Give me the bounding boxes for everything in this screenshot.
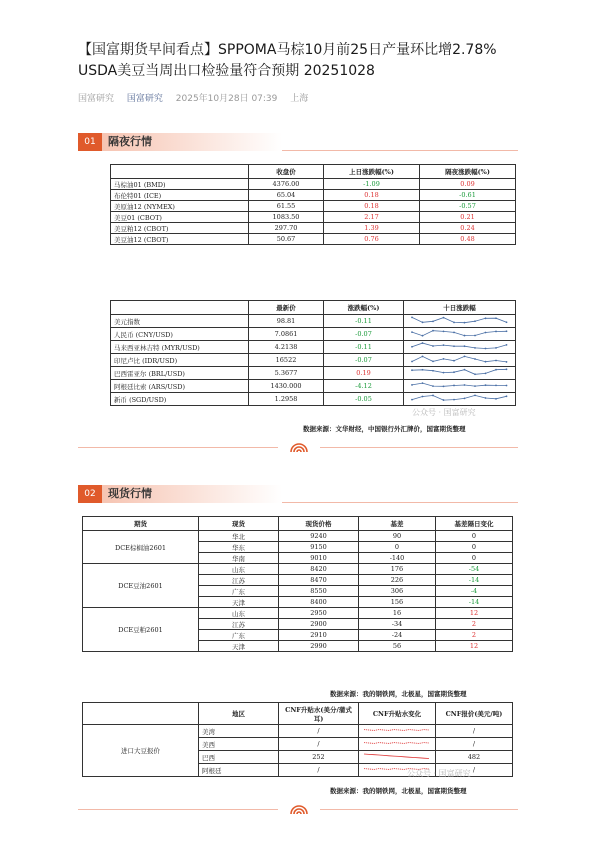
table-cell: 65.04 (249, 190, 324, 201)
import-soybean-table (82, 702, 513, 777)
sparkline-line (412, 343, 507, 348)
table-cell: -0.07 (324, 354, 404, 367)
table-cell: 新币 (SGD/USD) (111, 393, 249, 406)
table-cell: 90 (359, 531, 436, 542)
sparkline-point (484, 332, 486, 334)
section-label: 隔夜行情 (108, 135, 152, 148)
column-header: 涨跌幅(%) (324, 301, 404, 315)
table-header-row (111, 301, 516, 315)
sparkline-point (463, 398, 465, 400)
table-cell: 0 (359, 542, 436, 553)
sparkline-line (364, 743, 429, 744)
table-cell: 2 (436, 630, 513, 641)
column-header: 期货 (83, 517, 199, 531)
table-cell: -0.11 (324, 315, 404, 328)
table-header-row (83, 517, 513, 531)
table-cell: 0.19 (324, 367, 404, 380)
table-cell: 2 (436, 619, 513, 630)
sparkline-point (442, 399, 444, 401)
spot-basis-table (82, 516, 513, 652)
sparkline-point (474, 347, 476, 349)
table-cell: 山东 (199, 608, 279, 619)
article-title: 【国富期货早间看点】SPPOMA马棕10月前25日产量环比增2.78% USDA美豆当周出口检验量符合预期 20251028 (78, 42, 497, 79)
fx-source-note: 数据来源：文华财经，中国银行外汇牌价，国富期货整理 (303, 425, 466, 433)
table-row (111, 201, 516, 212)
sparkline-point (505, 330, 507, 332)
table-cell: 0.21 (420, 212, 516, 223)
fx-table (110, 300, 516, 406)
group-label: DCE豆粕2601 (83, 608, 199, 652)
column-header: CNF报价(美元/吨) (436, 703, 513, 725)
sparkline-point (432, 320, 434, 322)
table-cell: 8400 (279, 597, 359, 608)
table-cell: 江苏 (199, 619, 279, 630)
sparkline-point (495, 398, 497, 400)
sparkline-point (505, 368, 507, 370)
column-header: 现货 (199, 517, 279, 531)
table-cell: -0.61 (420, 190, 516, 201)
column-header: 上日涨跌幅(%) (324, 165, 420, 179)
table-cell: 2900 (279, 619, 359, 630)
table-cell: 阿根廷比索 (ARS/USD) (111, 380, 249, 393)
sparkline-point (474, 358, 476, 360)
sparkline-point (463, 369, 465, 371)
table-cell: 美湾 (199, 725, 279, 738)
table-row (111, 328, 516, 341)
sparkline-point (453, 360, 455, 362)
sparkline-cell (404, 367, 516, 380)
table-cell: 0 (436, 531, 513, 542)
table-cell: 56 (359, 641, 436, 652)
column-header: 现货价格 (279, 517, 359, 531)
sparkline (406, 341, 514, 351)
table-row (111, 223, 516, 234)
sparkline (406, 393, 514, 403)
sparkline-point (432, 395, 434, 397)
table-cell: 8550 (279, 586, 359, 597)
table-cell: 0.48 (420, 234, 516, 245)
table-cell: 297.70 (249, 223, 324, 234)
table-cell: 美豆01 (CBOT) (111, 212, 249, 223)
sparkline-cell (404, 380, 516, 393)
watermark: 公众号 · 国富研究 (407, 769, 471, 778)
sparkline-cell (359, 751, 436, 764)
table-cell: 天津 (199, 641, 279, 652)
table-cell: 16 (359, 608, 436, 619)
article-meta (78, 91, 318, 104)
table-cell: 16522 (249, 354, 324, 367)
table-cell: 98.81 (249, 315, 324, 328)
column-header: 基差隔日变化 (436, 517, 513, 531)
table-cell: 0.09 (420, 179, 516, 190)
group-label: DCE豆油2601 (83, 564, 199, 608)
table-cell: 1083.50 (249, 212, 324, 223)
table-cell: 美西 (199, 738, 279, 751)
sparkline-point (505, 361, 507, 363)
table-cell: 252 (279, 751, 359, 764)
sparkline-point (411, 399, 413, 401)
sparkline-point (484, 348, 486, 350)
column-header: 十日涨跌幅 (404, 301, 516, 315)
sparkline-point (421, 369, 423, 371)
table-cell: -4 (436, 586, 513, 597)
sparkline-point (453, 345, 455, 347)
section-number: 02 (78, 485, 102, 503)
sparkline-point (495, 384, 497, 386)
sparkline-point (484, 361, 486, 363)
table-cell: 50.67 (249, 234, 324, 245)
sparkline-point (442, 317, 444, 319)
sparkline (406, 380, 514, 390)
sparkline (360, 751, 434, 761)
table-cell: 美元指数 (111, 315, 249, 328)
account-name-link[interactable]: 国富研究 (126, 94, 163, 104)
group-label: 进口大豆报价 (83, 725, 199, 777)
sparkline-point (421, 342, 423, 344)
table-cell: 1.2958 (249, 393, 324, 406)
table-cell: / (279, 725, 359, 738)
table-cell: 8420 (279, 564, 359, 575)
sparkline-line (412, 383, 507, 386)
table-cell: 306 (359, 586, 436, 597)
table-cell: -24 (359, 630, 436, 641)
table-cell: 华东 (199, 542, 279, 553)
table-row (111, 315, 516, 328)
sparkline-point (505, 321, 507, 323)
table-cell: 9010 (279, 553, 359, 564)
table-cell: 226 (359, 575, 436, 586)
column-header: 最新价 (249, 301, 324, 315)
sparkline-point (463, 335, 465, 337)
table-cell: 江苏 (199, 575, 279, 586)
table-row (111, 212, 516, 223)
sparkline-point (411, 369, 413, 371)
column-header: 隔夜涨跌幅(%) (420, 165, 516, 179)
sparkline-cell (404, 315, 516, 328)
table-row (111, 380, 516, 393)
sparkline-point (463, 345, 465, 347)
column-header (83, 703, 199, 725)
column-header: CNF升贴水变化 (359, 703, 436, 725)
sparkline-cell (404, 393, 516, 406)
section-header-overnight (78, 133, 518, 151)
table-header-row (83, 703, 513, 725)
table-cell: -0.11 (324, 341, 404, 354)
sparkline-line (364, 754, 429, 759)
table-cell: 9150 (279, 542, 359, 553)
sparkline-point (421, 356, 423, 358)
sparkline (406, 367, 514, 377)
table-cell: 印尼卢比 (IDR/USD) (111, 354, 249, 367)
table-cell: -14 (436, 597, 513, 608)
table-row (111, 354, 516, 367)
table-cell: 广东 (199, 630, 279, 641)
group-label: DCE棕榈油2601 (83, 531, 199, 564)
sparkline-point (442, 385, 444, 387)
table-cell: 12 (436, 608, 513, 619)
table-row (83, 531, 513, 542)
sparkline-point (411, 384, 413, 386)
table-cell: -1.09 (324, 179, 420, 190)
sparkline-point (421, 382, 423, 384)
table-cell: 华南 (199, 553, 279, 564)
table-row (111, 393, 516, 406)
table-cell: 2990 (279, 641, 359, 652)
table-cell: 0 (436, 553, 513, 564)
sparkline-point (463, 384, 465, 386)
sparkline-point (442, 344, 444, 346)
sparkline-line (412, 317, 507, 322)
sparkline-point (453, 385, 455, 387)
cloud-ornament-icon (288, 441, 310, 453)
section-number: 01 (78, 133, 102, 151)
sparkline-point (453, 332, 455, 334)
table-cell: 2950 (279, 608, 359, 619)
section-label: 现货行情 (108, 487, 152, 500)
spot-source-note: 数据来源：我的钢铁网，北极星，国富期货整理 (330, 690, 467, 698)
table-cell: 美豆油12 (CBOT) (111, 234, 249, 245)
table-cell: 0.76 (324, 234, 420, 245)
sparkline-line (412, 395, 507, 400)
table-cell: 天津 (199, 597, 279, 608)
sparkline-point (421, 335, 423, 337)
table-cell: / (436, 725, 513, 738)
table-cell: / (436, 738, 513, 751)
sparkline-point (495, 369, 497, 371)
sparkline-point (432, 330, 434, 332)
table-cell: -14 (436, 575, 513, 586)
table-cell: -140 (359, 553, 436, 564)
table-cell: 布伦特01 (ICE) (111, 190, 249, 201)
table-cell: 8470 (279, 575, 359, 586)
column-header (111, 301, 249, 315)
sparkline-point (495, 360, 497, 362)
sparkline-line (364, 730, 429, 731)
table-cell: 华北 (199, 531, 279, 542)
sparkline (406, 315, 514, 325)
table-row (111, 367, 516, 380)
sparkline (406, 354, 514, 364)
table-row (83, 608, 513, 619)
sparkline-cell (404, 341, 516, 354)
table-cell: 美豆粕12 (CBOT) (111, 223, 249, 234)
sparkline-point (421, 396, 423, 398)
table-row (83, 725, 513, 738)
table-cell: 0 (436, 542, 513, 553)
sparkline-point (442, 358, 444, 360)
sparkline-point (432, 360, 434, 362)
table-cell: 0.18 (324, 190, 420, 201)
table-cell: 巴西 (199, 751, 279, 764)
sparkline-cell (359, 738, 436, 751)
column-header (111, 165, 249, 179)
sparkline-line (412, 369, 507, 374)
sparkline-point (474, 385, 476, 387)
sparkline-point (453, 322, 455, 324)
sparkline-point (421, 321, 423, 323)
sparkline-point (505, 395, 507, 397)
table-row (83, 564, 513, 575)
table-cell: 4.2138 (249, 341, 324, 354)
sparkline-point (484, 384, 486, 386)
table-cell: 马棕油01 (BMD) (111, 179, 249, 190)
sparkline-point (453, 371, 455, 373)
table-cell: 美原油12 (NYMEX) (111, 201, 249, 212)
table-cell: -54 (436, 564, 513, 575)
sparkline (360, 738, 434, 748)
sparkline-cell (404, 354, 516, 367)
table-row (111, 179, 516, 190)
table-cell: 5.3677 (249, 367, 324, 380)
sparkline-point (474, 373, 476, 375)
table-row (111, 190, 516, 201)
table-cell: 1.39 (324, 223, 420, 234)
cloud-ornament-icon (288, 803, 310, 815)
table-cell: 马来西亚林吉特 (MYR/USD) (111, 341, 249, 354)
table-cell: / (279, 764, 359, 777)
sparkline-point (463, 355, 465, 357)
sparkline-point (505, 385, 507, 387)
publish-location: 上海 (290, 94, 309, 104)
table-cell: 2910 (279, 630, 359, 641)
table-cell: 巴西雷亚尔 (BRL/USD) (111, 367, 249, 380)
sparkline-point (474, 320, 476, 322)
table-cell: 156 (359, 597, 436, 608)
table-cell: 山东 (199, 564, 279, 575)
sparkline-point (495, 317, 497, 319)
sparkline-point (432, 370, 434, 372)
article-source: 国富研究 (78, 94, 115, 104)
sparkline-point (484, 317, 486, 319)
sparkline-point (411, 331, 413, 333)
sparkline-point (463, 322, 465, 324)
section-header-spot (78, 485, 518, 503)
sparkline-point (432, 385, 434, 387)
table-cell: 176 (359, 564, 436, 575)
table-cell: -34 (359, 619, 436, 630)
column-header: 收盘价 (249, 165, 324, 179)
table-cell: 7.0861 (249, 328, 324, 341)
table-cell: 阿根廷 (199, 764, 279, 777)
section-divider (78, 441, 518, 455)
sparkline (360, 725, 434, 735)
table-cell: 482 (436, 751, 513, 764)
table-cell: 人民币 (CNY/USD) (111, 328, 249, 341)
sparkline-point (495, 331, 497, 333)
sparkline-point (484, 397, 486, 399)
sparkline-point (495, 347, 497, 349)
column-header: 基差 (359, 517, 436, 531)
sparkline-point (453, 399, 455, 401)
table-cell: -4.12 (324, 380, 404, 393)
table-cell: -0.05 (324, 393, 404, 406)
sparkline-point (474, 335, 476, 337)
column-header: 地区 (199, 703, 279, 725)
sparkline-cell (404, 328, 516, 341)
watermark: 公众号 · 国富研究 (412, 408, 476, 417)
table-cell: 9240 (279, 531, 359, 542)
sparkline-point (442, 372, 444, 374)
sparkline-line (412, 356, 507, 362)
table-row (111, 234, 516, 245)
sparkline-point (411, 316, 413, 318)
import-source-note: 数据来源：我的钢铁网，北极星，国富期货整理 (330, 787, 467, 795)
table-cell: 12 (436, 641, 513, 652)
table-cell: / (279, 738, 359, 751)
table-cell: 0.24 (420, 223, 516, 234)
table-cell: 61.55 (249, 201, 324, 212)
sparkline (406, 328, 514, 338)
sparkline-point (484, 372, 486, 374)
sparkline-point (432, 345, 434, 347)
sparkline-cell (359, 725, 436, 738)
table-cell: 0.18 (324, 201, 420, 212)
table-cell: -0.57 (420, 201, 516, 212)
overnight-futures-table (110, 164, 516, 245)
sparkline-point (505, 344, 507, 346)
sparkline-point (474, 395, 476, 397)
table-cell: / (436, 764, 513, 777)
table-cell: 广东 (199, 586, 279, 597)
table-cell: 4376.00 (249, 179, 324, 190)
publish-time: 2025年10月28日 07:39 (175, 94, 278, 104)
table-header-row (111, 165, 516, 179)
column-header: CNF升贴水(美分/蒲式耳) (279, 703, 359, 725)
table-row (111, 341, 516, 354)
sparkline-point (442, 330, 444, 332)
sparkline-point (411, 346, 413, 348)
table-cell: -0.07 (324, 328, 404, 341)
table-cell: 2.17 (324, 212, 420, 223)
sparkline-point (411, 361, 413, 363)
table-cell: 1430.000 (249, 380, 324, 393)
footer-divider (78, 803, 518, 817)
sparkline-line (412, 331, 507, 336)
